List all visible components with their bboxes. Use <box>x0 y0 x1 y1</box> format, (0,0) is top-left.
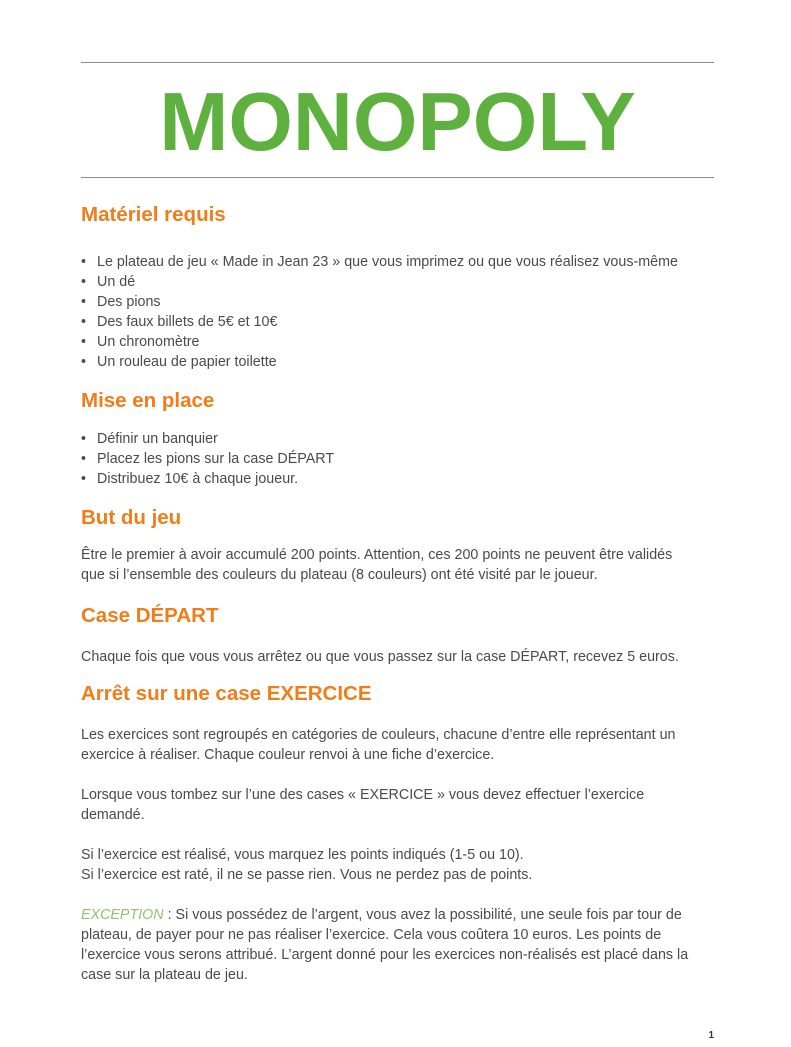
section-heading-mise-en-place: Mise en place <box>81 389 215 412</box>
text-line: Chaque fois que vous vous arrêtez ou que vous passez sur la case DÉPART, recevez 5 euros. <box>81 649 679 665</box>
section-heading-materiel: Matériel requis <box>81 203 226 226</box>
text-line: demandé. <box>81 807 145 823</box>
section-heading-depart: Case DÉPART <box>81 604 219 627</box>
exception-label: EXCEPTION <box>81 907 164 923</box>
section-case-depart <box>81 597 721 667</box>
depart-paragraph <box>81 647 721 667</box>
text-line: l’exercice vous serons attribué. L’argent donné pour les exercices non-réalisés est placé dans la <box>81 947 689 963</box>
text-line: Si l’exercice est raté, il ne se passe rien. Vous ne perdez pas de points. <box>81 867 533 883</box>
list-item: • Placez les pions sur la case DÉPART <box>81 449 721 469</box>
text-line: Les exercices sont regroupés en catégories de couleurs, chacune d’entre elle représentant un <box>81 727 676 743</box>
text-line: exercice à réaliser. Chaque couleur renvoi à une fiche d’exercice. <box>81 747 495 763</box>
mise-list <box>81 429 721 489</box>
text-line: que si l’ensemble des couleurs du plateau (8 couleurs) ont été visité par le joueur. <box>81 567 598 583</box>
materiel-list <box>81 252 721 372</box>
section-exercice <box>81 675 721 985</box>
bottom-divider <box>81 177 714 178</box>
text-line: : Si vous possédez de l’argent, vous avez la possibilité, une seule fois par tour de <box>163 907 682 923</box>
list-item: • Définir un banquier <box>81 429 721 449</box>
exercice-paragraph-3 <box>81 845 721 885</box>
list-item: • Un chronomètre <box>81 332 721 352</box>
text-line: Lorsque vous tombez sur l’une des cases « EXERCICE » vous devez effectuer l’exercice <box>81 787 645 803</box>
page-title: MONOPOLY <box>159 75 636 168</box>
text-line: plateau, de payer pour ne pas réaliser l’exercice. Cela vous coûtera 10 euros. Les points de <box>81 927 662 943</box>
top-divider <box>81 62 714 63</box>
document-body <box>81 196 721 985</box>
exercice-paragraph-1 <box>81 725 721 765</box>
but-paragraph <box>81 545 721 585</box>
section-but-du-jeu <box>81 499 721 585</box>
page-number: 1 <box>708 1030 714 1041</box>
text-line: Si l’exercice est réalisé, vous marquez les points indiqués (1-5 ou 10). <box>81 847 524 863</box>
exercice-paragraph-2 <box>81 785 721 825</box>
exception-paragraph <box>81 905 721 985</box>
list-item: • Le plateau de jeu « Made in Jean 23 » que vous imprimez ou que vous réalisez vous-même <box>81 252 721 272</box>
text-line: case sur la plateau de jeu. <box>81 967 248 983</box>
section-materiel <box>81 196 721 372</box>
list-item: • Un dé <box>81 272 721 292</box>
text-line: Être le premier à avoir accumulé 200 points. Attention, ces 200 points ne peuvent être validés <box>81 547 673 563</box>
list-item: • Des faux billets de 5€ et 10€ <box>81 312 721 332</box>
list-item: • Distribuez 10€ à chaque joueur. <box>81 469 721 489</box>
section-heading-exercice: Arrêt sur une case EXERCICE <box>81 682 372 705</box>
list-item: • Des pions <box>81 292 721 312</box>
section-mise-en-place <box>81 382 721 489</box>
list-item: • Un rouleau de papier toilette <box>81 352 721 372</box>
section-heading-but: But du jeu <box>81 506 182 529</box>
